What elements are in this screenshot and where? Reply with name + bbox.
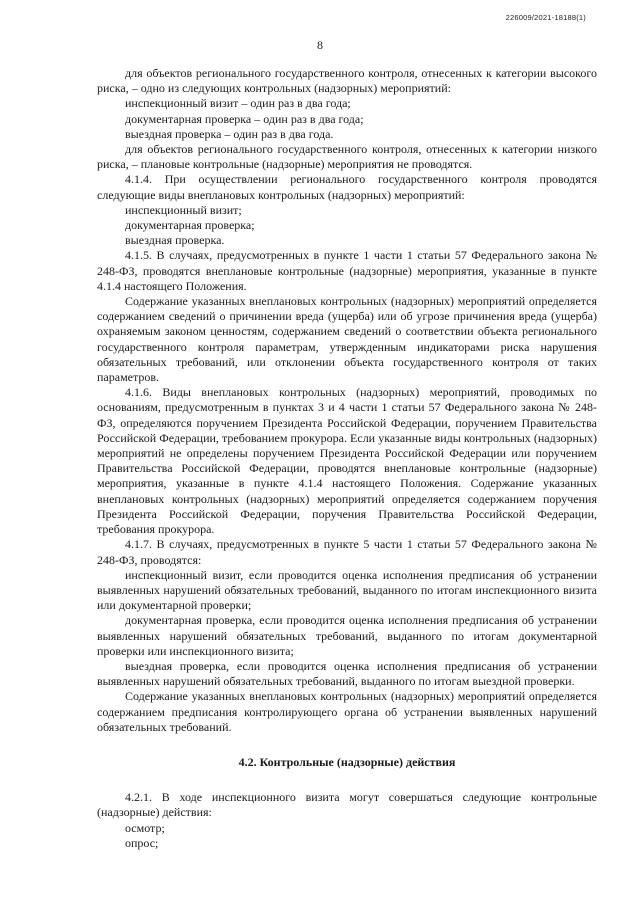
list-item: опрос; bbox=[125, 835, 159, 850]
document-body bbox=[97, 66, 597, 851]
paragraph: 4.2.1. В ходе инспекционного визита могут совершаться следующие контрольные (надзорные) действия: bbox=[97, 790, 597, 820]
page-number: 8 bbox=[317, 38, 323, 52]
paragraph: 4.1.5. В случаях, предусмотренных в пункте 1 части 1 статьи 57 Федерального закона № 248-ФЗ, проводятся внеплановые контрольные (надзорные) мероприятия, указанные в пункте 4.1.4 настоящего Положения. bbox=[97, 248, 597, 293]
document-id: 226009/2021-18188(1) bbox=[505, 13, 586, 22]
section-heading: 4.2. Контрольные (надзорные) действия bbox=[238, 754, 456, 769]
list-item: выездная проверка – один раз в два года. bbox=[125, 126, 334, 141]
paragraph: Содержание указанных внеплановых контрольных (надзорных) мероприятий определяется содержанием сведений о причинении вреда (ущерба) или об угрозе причинения вреда (ущерба) охраняемым законом ценностям, содержанием сведений о соответствии объекта регионального государственного контроля параметрам, утвержденным индикаторами риска нарушения обязательных требований, или отклонении объекта государственного контроля от таких параметров. bbox=[97, 294, 597, 385]
paragraph: 4.1.7. В случаях, предусмотренных в пункте 5 части 1 статьи 57 Федерального закона № 248-ФЗ, проводятся: bbox=[97, 537, 597, 567]
list-item: документарная проверка – один раз в два года; bbox=[125, 111, 364, 126]
paragraph: для объектов регионального государственного контроля, отнесенных к категории низкого риска, – плановые контрольные (надзорные) мероприятия не проводятся. bbox=[97, 142, 597, 172]
list-item: осмотр; bbox=[125, 820, 165, 835]
paragraph: инспекционный визит, если проводится оценка исполнения предписания об устранении выявленных нарушений обязательных требований, выданного по итогам инспекционного визита или документарной проверки; bbox=[97, 567, 597, 613]
list-item: инспекционный визит; bbox=[125, 202, 242, 217]
paragraph: для объектов регионального государственного контроля, отнесенных к категории высокого риска, – одно из следующих контрольных (надзорных) мероприятий: bbox=[97, 66, 597, 96]
paragraph: документарная проверка, если проводится оценка исполнения предписания об устранении выявленных нарушений обязательных требований, выданного по итогам документарной проверки или инспекционного визита; bbox=[97, 613, 597, 658]
list-item: инспекционный визит – один раз в два года; bbox=[125, 96, 351, 111]
list-item: выездная проверка. bbox=[125, 233, 225, 248]
paragraph: выездная проверка, если проводится оценка исполнения предписания об устранении выявленных нарушений обязательных требований, выданного по итогам выездной проверки. bbox=[97, 658, 597, 689]
list-item: документарная проверка; bbox=[125, 218, 255, 233]
paragraph: Содержание указанных внеплановых контрольных (надзорных) мероприятий определяется содержанием предписания контролирующего органа об устранении выявленных нарушений обязательных требований. bbox=[97, 689, 597, 734]
paragraph: 4.1.4. При осуществлении регионального государственного контроля проводятся следующие виды внеплановых контрольных (надзорных) мероприятий: bbox=[97, 172, 597, 202]
paragraph: 4.1.6. Виды внеплановых контрольных (надзорных) мероприятий, проводимых по основаниям, предусмотренным в пунктах 3 и 4 части 1 статьи 57 Федерального закона № 248-ФЗ, определяются поручением Президента Российской Федерации, поручением Правительства Российской Федерации, требованием прокурора. Если указанные виды контрольных (надзорных) мероприятий не определены поручением Президента Российской Федерации или поручением Правительства Российской Федерации, проводятся внеплановые контрольные (надзорные) мероприятия, указанные в пункте 4.1.4 настоящего Положения. Содержание указанных внеплановых контрольных (надзорных) мероприятий определяется содержанием поручения Президента Российской Федерации, поручения Правительства Российской Федерации, требования прокурора. bbox=[97, 385, 597, 537]
